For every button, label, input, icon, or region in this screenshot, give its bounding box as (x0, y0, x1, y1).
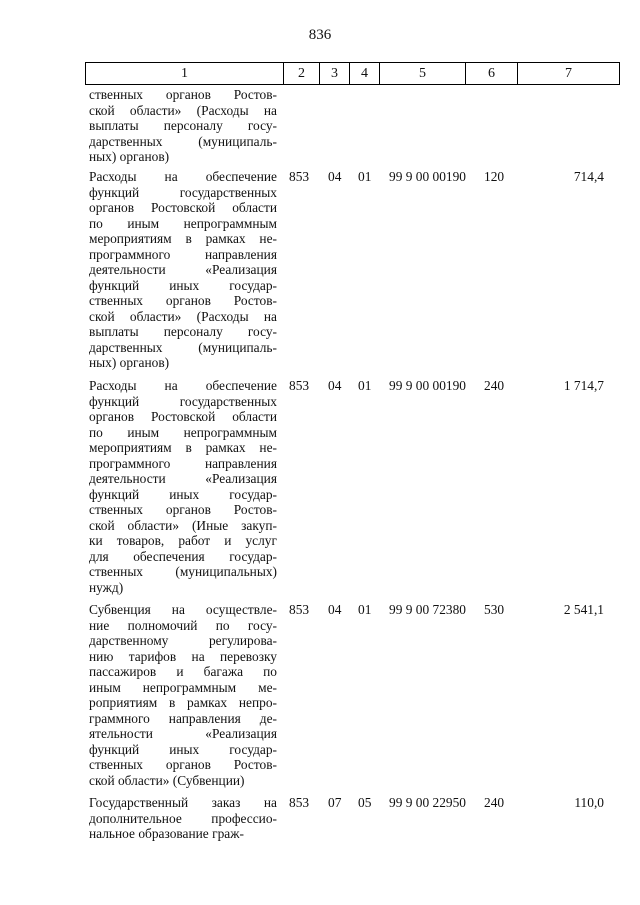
row-description (89, 378, 277, 595)
description-line: граммного направления де- (89, 710, 277, 726)
description-line: иным непрограммным ме- (89, 679, 277, 695)
cell-c5: 99 9 00 00190 (389, 169, 466, 184)
description-line: по иным непрограммным (89, 424, 277, 440)
description-line: программного направления (89, 246, 277, 262)
header-col-1: 1 (86, 63, 284, 84)
description-line: мероприятиям в рамках не- (89, 440, 277, 455)
description-line: дарственному регулирова- (89, 633, 277, 648)
header-col-3: 3 (320, 63, 350, 84)
cell-c4: 05 (358, 795, 372, 810)
cell-c6: 240 (484, 378, 505, 393)
description-line: Субвенция на осуществле- (89, 602, 277, 617)
description-line: функций государственных (89, 184, 277, 200)
table-header (85, 62, 620, 85)
page-number: 836 (308, 27, 332, 43)
cell-c7: 110,0 (574, 795, 604, 810)
cell-c2: 853 (289, 378, 310, 393)
description-line: функций государственных (89, 393, 277, 409)
row-description (89, 602, 277, 788)
description-line: дарственных (муниципаль- (89, 339, 277, 355)
cell-c4: 01 (358, 169, 372, 184)
description-line: программного направления (89, 455, 277, 471)
header-col-2: 2 (284, 63, 320, 84)
description-line: нию тарифов на перевозку (89, 648, 277, 664)
row-description (89, 795, 277, 842)
description-line: по иным непрограммным (89, 215, 277, 231)
description-line: деятельности «Реализация (89, 471, 277, 486)
cell-c6: 120 (484, 169, 505, 184)
cell-c5: 99 9 00 22950 (389, 795, 466, 810)
description-line: ской области» (Расходы на (89, 308, 277, 324)
description-line: Государственный заказ на (89, 795, 277, 810)
header-col-4: 4 (350, 63, 380, 84)
cell-c5: 99 9 00 72380 (389, 602, 466, 617)
description-line: Расходы на обеспечение (89, 169, 277, 184)
description-line: нужд) (89, 579, 124, 595)
description-line: ственных органов Ростов- (89, 293, 277, 308)
header-col-6: 6 (466, 63, 518, 84)
cell-c7: 714,4 (573, 169, 604, 184)
description-line: деятельности «Реализация (89, 262, 277, 277)
description-line: ской области» (Субвенции) (89, 772, 245, 788)
description-line: для обеспечения государ- (89, 548, 277, 564)
description-line: выплаты персоналу госу- (89, 324, 277, 339)
description-line: мероприятиям в рамках не- (89, 231, 277, 246)
cell-c4: 01 (358, 602, 372, 617)
description-line: ственных органов Ростов- (89, 757, 277, 772)
description-line: органов Ростовской области (89, 409, 277, 424)
description-line: ственных органов Ростов- (89, 502, 277, 517)
cell-c6: 530 (484, 602, 505, 617)
description-line: ных) органов) (89, 149, 170, 164)
cell-c2: 853 (289, 169, 310, 184)
description-line: нальное образование граж- (89, 826, 244, 841)
description-line: ки товаров, работ и услуг (89, 533, 277, 548)
description-line: ние полномочий по госу- (89, 617, 277, 633)
description-line: функций иных государ- (89, 741, 277, 757)
description-line: дополнительное профессио- (89, 810, 277, 826)
cell-c4: 01 (358, 378, 372, 393)
cell-c3: 04 (328, 602, 342, 617)
description-line: функций иных государ- (89, 277, 277, 293)
description-line: ственных органов Ростов- (89, 87, 277, 102)
description-line: роприятиям в рамках непро- (89, 695, 277, 710)
cell-c7: 2 541,1 (563, 602, 604, 617)
description-line: ятельности «Реализация (89, 726, 277, 741)
description-line: ственных (муниципальных) (89, 564, 277, 579)
description-line: ных) органов) (89, 355, 170, 370)
cell-c5: 99 9 00 00190 (389, 378, 466, 393)
cell-c3: 04 (328, 169, 342, 184)
description-line: ской области» (Расходы на (89, 102, 277, 118)
description-line: пассажиров и багажа по (89, 664, 277, 679)
row-description (89, 87, 277, 165)
description-line: органов Ростовской области (89, 200, 277, 215)
cell-c2: 853 (289, 602, 310, 617)
header-col-7: 7 (565, 66, 572, 81)
cell-c2: 853 (289, 795, 310, 810)
cell-c3: 04 (328, 378, 342, 393)
row-description (89, 169, 277, 371)
cell-c3: 07 (328, 795, 342, 810)
description-line: функций иных государ- (89, 486, 277, 502)
header-col-5: 5 (380, 63, 466, 84)
description-line: выплаты персоналу госу- (89, 118, 277, 133)
cell-c6: 240 (484, 795, 505, 810)
cell-c7: 1 714,7 (563, 378, 604, 393)
description-line: Расходы на обеспечение (89, 378, 277, 393)
description-line: ской области» (Иные закуп- (89, 517, 277, 533)
description-line: дарственных (муниципаль- (89, 133, 277, 149)
